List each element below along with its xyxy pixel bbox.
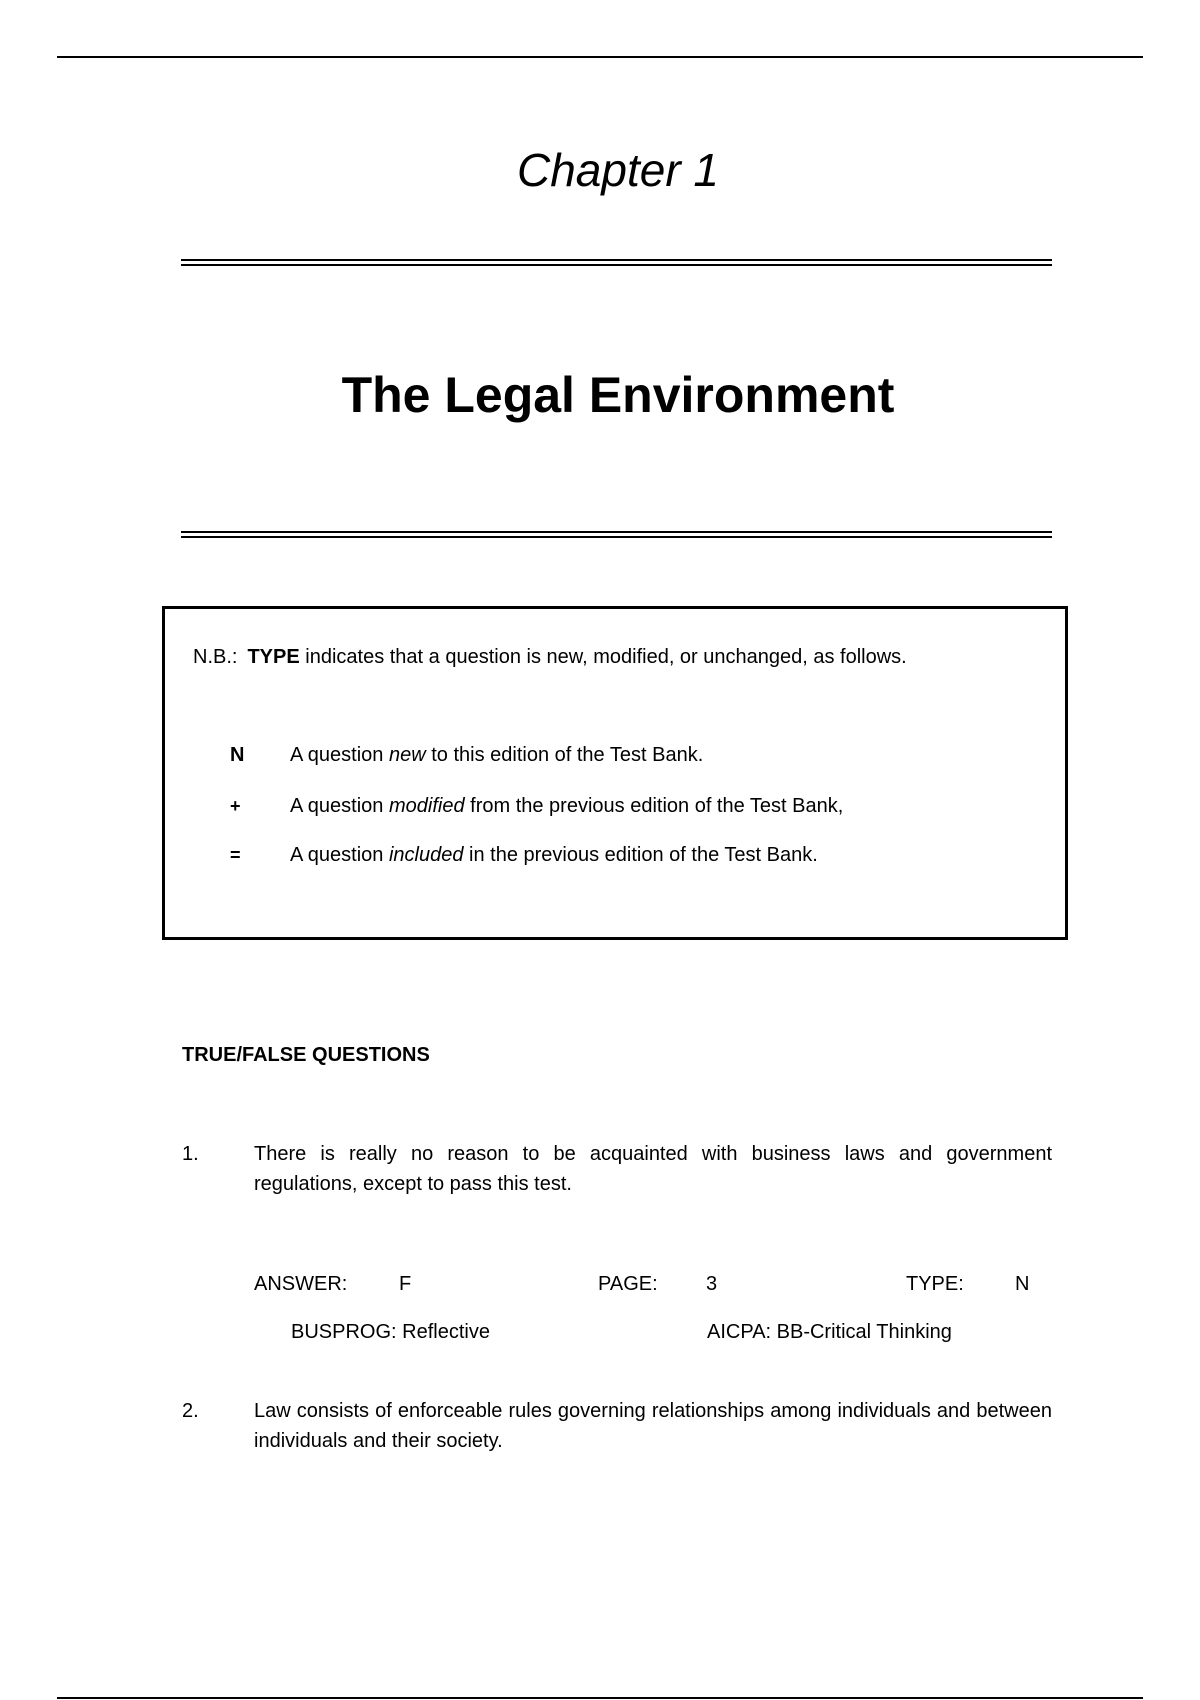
page-value: 3 bbox=[706, 1273, 718, 1295]
nb-prefix: N.B.: bbox=[193, 646, 238, 668]
type-label: TYPE: bbox=[906, 1273, 964, 1295]
legend-text-after: to this edition of the Test Bank. bbox=[425, 744, 704, 766]
legend-text-after: in the previous edition of the Test Bank. bbox=[463, 844, 818, 866]
legend-text-after: from the previous edition of the Test Bank, bbox=[464, 795, 844, 817]
chapter-label: Chapter 1 bbox=[516, 144, 719, 196]
legend-symbol-modified: + bbox=[230, 796, 241, 816]
answer-label: ANSWER: bbox=[254, 1273, 348, 1295]
legend-text-before: A question bbox=[290, 744, 389, 766]
legend-emphasis: included bbox=[388, 844, 464, 866]
type-keyword: TYPE bbox=[247, 646, 300, 668]
legend-symbol-new: N bbox=[230, 744, 245, 766]
legend-intro bbox=[193, 645, 907, 669]
legend-emphasis: modified bbox=[388, 795, 465, 817]
question-text: There is really no reason to be acquainted with business laws and government regulations, except to pass this test. bbox=[254, 1143, 1052, 1195]
legend-row-included bbox=[227, 843, 818, 867]
question-number: 2. bbox=[182, 1400, 199, 1422]
chapter-title: The Legal Environment bbox=[341, 367, 895, 423]
legend-emphasis: new bbox=[388, 744, 426, 766]
page-label: PAGE: bbox=[598, 1273, 658, 1295]
busprog-tag: BUSPROG: Reflective bbox=[291, 1321, 490, 1343]
aicpa-tag: AICPA: BB-Critical Thinking bbox=[707, 1321, 952, 1343]
title-rule-upper bbox=[181, 259, 1052, 266]
answer-value: F bbox=[399, 1273, 412, 1295]
type-value: N bbox=[1015, 1273, 1030, 1295]
question-text: Law consists of enforceable rules governing relationships among individuals and between individuals and their society. bbox=[254, 1400, 1052, 1452]
title-rule-lower bbox=[181, 531, 1052, 538]
question-number: 1. bbox=[182, 1143, 199, 1165]
section-heading: TRUE/FALSE QUESTIONS bbox=[182, 1044, 430, 1066]
bottom-rule bbox=[57, 1697, 1143, 1699]
legend-text-before: A question bbox=[290, 795, 389, 817]
legend-row-modified bbox=[227, 794, 843, 818]
legend-row-new bbox=[227, 743, 703, 767]
legend-symbol-included: = bbox=[230, 845, 241, 865]
legend-intro-text: indicates that a question is new, modified, or unchanged, as follows. bbox=[299, 646, 907, 668]
legend-text-before: A question bbox=[290, 844, 389, 866]
top-rule bbox=[57, 56, 1143, 58]
type-legend-box bbox=[162, 606, 1068, 940]
